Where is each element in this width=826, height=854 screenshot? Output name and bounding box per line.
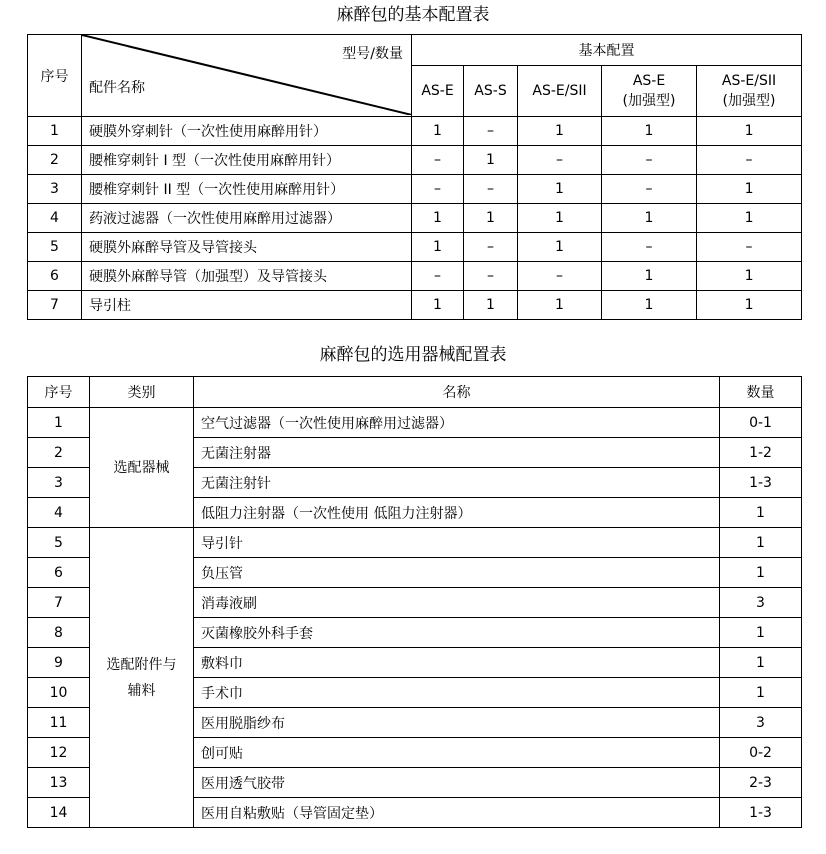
row-seq: 7 (28, 291, 82, 320)
row-seq: 4 (28, 204, 82, 233)
row-value: – (518, 146, 602, 175)
model-label: AS-E/SII (721, 73, 777, 89)
row-qty: 1 (720, 648, 802, 678)
header-model-1 (412, 66, 464, 117)
row-item-name: 负压管 (194, 558, 720, 588)
row-value: – (602, 146, 697, 175)
row-item-name: 医用透气胶带 (194, 768, 720, 798)
row-item-name: 无菌注射器 (194, 438, 720, 468)
row-item-name: 灭菌橡胶外科手套 (194, 618, 720, 648)
row-part-name: 硬膜外麻醉导管及导管接头 (82, 233, 412, 262)
row-value: – (412, 262, 464, 291)
row-value: 1 (602, 262, 697, 291)
header-part-name: 配件名称 (89, 80, 145, 96)
row-part-name: 导引柱 (82, 291, 412, 320)
row-value: – (697, 146, 802, 175)
basic-table-title: 麻醉包的基本配置表 (336, 5, 490, 25)
table-row (28, 117, 802, 146)
row-item-name: 低阻力注射器（一次性使用 低阻力注射器） (194, 498, 720, 528)
header-seq: 序号 (28, 377, 90, 408)
row-qty: 1-3 (720, 468, 802, 498)
model-label: AS-E/SII (532, 83, 587, 99)
row-seq: 6 (28, 262, 82, 291)
row-value: 1 (412, 204, 464, 233)
row-seq: 5 (28, 233, 82, 262)
header-model-5 (697, 66, 802, 117)
row-part-name: 腰椎穿刺针 II 型（一次性使用麻醉用针） (82, 175, 412, 204)
row-value: 1 (602, 204, 697, 233)
table-row (28, 233, 802, 262)
table-row (28, 204, 802, 233)
row-item-name: 空气过滤器（一次性使用麻醉用过滤器） (194, 408, 720, 438)
row-seq: 14 (28, 798, 90, 828)
row-value: – (412, 175, 464, 204)
row-part-name: 腰椎穿刺针 I 型（一次性使用麻醉用针） (82, 146, 412, 175)
row-item-name: 创可贴 (194, 738, 720, 768)
category-label-line2: 辅料 (127, 682, 156, 699)
table-row (28, 528, 802, 558)
row-item-name: 导引针 (194, 528, 720, 558)
row-value: 1 (518, 117, 602, 146)
row-seq: 1 (28, 408, 90, 438)
row-qty: 1 (720, 498, 802, 528)
row-value: 1 (412, 233, 464, 262)
optional-table-title: 麻醉包的选用器械配置表 (319, 345, 507, 365)
row-qty: 1 (720, 618, 802, 648)
row-seq: 3 (28, 175, 82, 204)
row-value: 1 (697, 117, 802, 146)
row-value: 1 (697, 204, 802, 233)
header-model-3 (518, 66, 602, 117)
header-model-qty: 型号/数量 (342, 46, 403, 62)
category-optional-devices: 选配器械 (90, 408, 194, 528)
header-qty: 数量 (720, 377, 802, 408)
row-value: 1 (602, 291, 697, 320)
row-value: 1 (602, 117, 697, 146)
row-seq: 11 (28, 708, 90, 738)
row-value: 1 (412, 291, 464, 320)
row-qty: 0-2 (720, 738, 802, 768)
row-item-name: 医用自粘敷贴（导管固定垫） (194, 798, 720, 828)
row-seq: 13 (28, 768, 90, 798)
basic-config-table (27, 34, 802, 320)
model-variant: (加强型) (622, 93, 676, 109)
row-item-name: 无菌注射针 (194, 468, 720, 498)
row-value: 1 (518, 204, 602, 233)
table-row (28, 291, 802, 320)
row-value: 1 (518, 175, 602, 204)
row-value: 1 (464, 204, 518, 233)
model-variant: (加强型) (722, 93, 776, 109)
table-row (28, 262, 802, 291)
row-item-name: 消毒液刷 (194, 588, 720, 618)
header-seq: 序号 (28, 35, 82, 117)
row-value: – (697, 233, 802, 262)
row-qty: 3 (720, 588, 802, 618)
row-seq: 10 (28, 678, 90, 708)
table-row (28, 175, 802, 204)
header-category: 类别 (90, 377, 194, 408)
header-basic-config: 基本配置 (412, 35, 802, 66)
row-seq: 2 (28, 146, 82, 175)
row-part-name: 硬膜外穿刺针（一次性使用麻醉用针） (82, 117, 412, 146)
category-optional-accessories (90, 528, 194, 828)
row-seq: 3 (28, 468, 90, 498)
row-value: – (518, 262, 602, 291)
row-qty: 2-3 (720, 768, 802, 798)
row-seq: 6 (28, 558, 90, 588)
row-item-name: 手术巾 (194, 678, 720, 708)
row-value: 1 (697, 291, 802, 320)
header-model-2 (464, 66, 518, 117)
header-model-4 (602, 66, 697, 117)
row-seq: 5 (28, 528, 90, 558)
row-item-name: 医用脱脂纱布 (194, 708, 720, 738)
row-part-name: 药液过滤器（一次性使用麻醉用过滤器） (82, 204, 412, 233)
row-qty: 1 (720, 528, 802, 558)
row-value: – (602, 233, 697, 262)
row-value: 1 (412, 117, 464, 146)
model-label: AS-S (474, 83, 507, 99)
model-label: AS-E (421, 83, 454, 99)
row-seq: 7 (28, 588, 90, 618)
row-qty: 1-2 (720, 438, 802, 468)
row-value: 1 (697, 262, 802, 291)
table-row (28, 146, 802, 175)
row-part-name: 硬膜外麻醉导管（加强型）及导管接头 (82, 262, 412, 291)
row-qty: 1-3 (720, 798, 802, 828)
row-qty: 3 (720, 708, 802, 738)
row-value: – (412, 146, 464, 175)
header-diagonal-cell (82, 35, 412, 117)
row-value: – (464, 117, 518, 146)
row-value: – (602, 175, 697, 204)
model-label: AS-E (632, 73, 666, 89)
row-value: – (464, 262, 518, 291)
row-qty: 1 (720, 678, 802, 708)
row-seq: 4 (28, 498, 90, 528)
row-item-name: 敷料巾 (194, 648, 720, 678)
row-value: 1 (518, 233, 602, 262)
row-seq: 2 (28, 438, 90, 468)
optional-config-table (27, 376, 802, 828)
row-seq: 9 (28, 648, 90, 678)
row-qty: 0-1 (720, 408, 802, 438)
row-value: 1 (464, 146, 518, 175)
table-row (28, 408, 802, 438)
row-value: – (464, 233, 518, 262)
header-name: 名称 (194, 377, 720, 408)
row-seq: 12 (28, 738, 90, 768)
category-label-line1: 选配附件与 (106, 656, 177, 673)
row-qty: 1 (720, 558, 802, 588)
row-value: 1 (697, 175, 802, 204)
row-seq: 8 (28, 618, 90, 648)
row-value: – (464, 175, 518, 204)
row-value: 1 (518, 291, 602, 320)
row-seq: 1 (28, 117, 82, 146)
row-value: 1 (464, 291, 518, 320)
